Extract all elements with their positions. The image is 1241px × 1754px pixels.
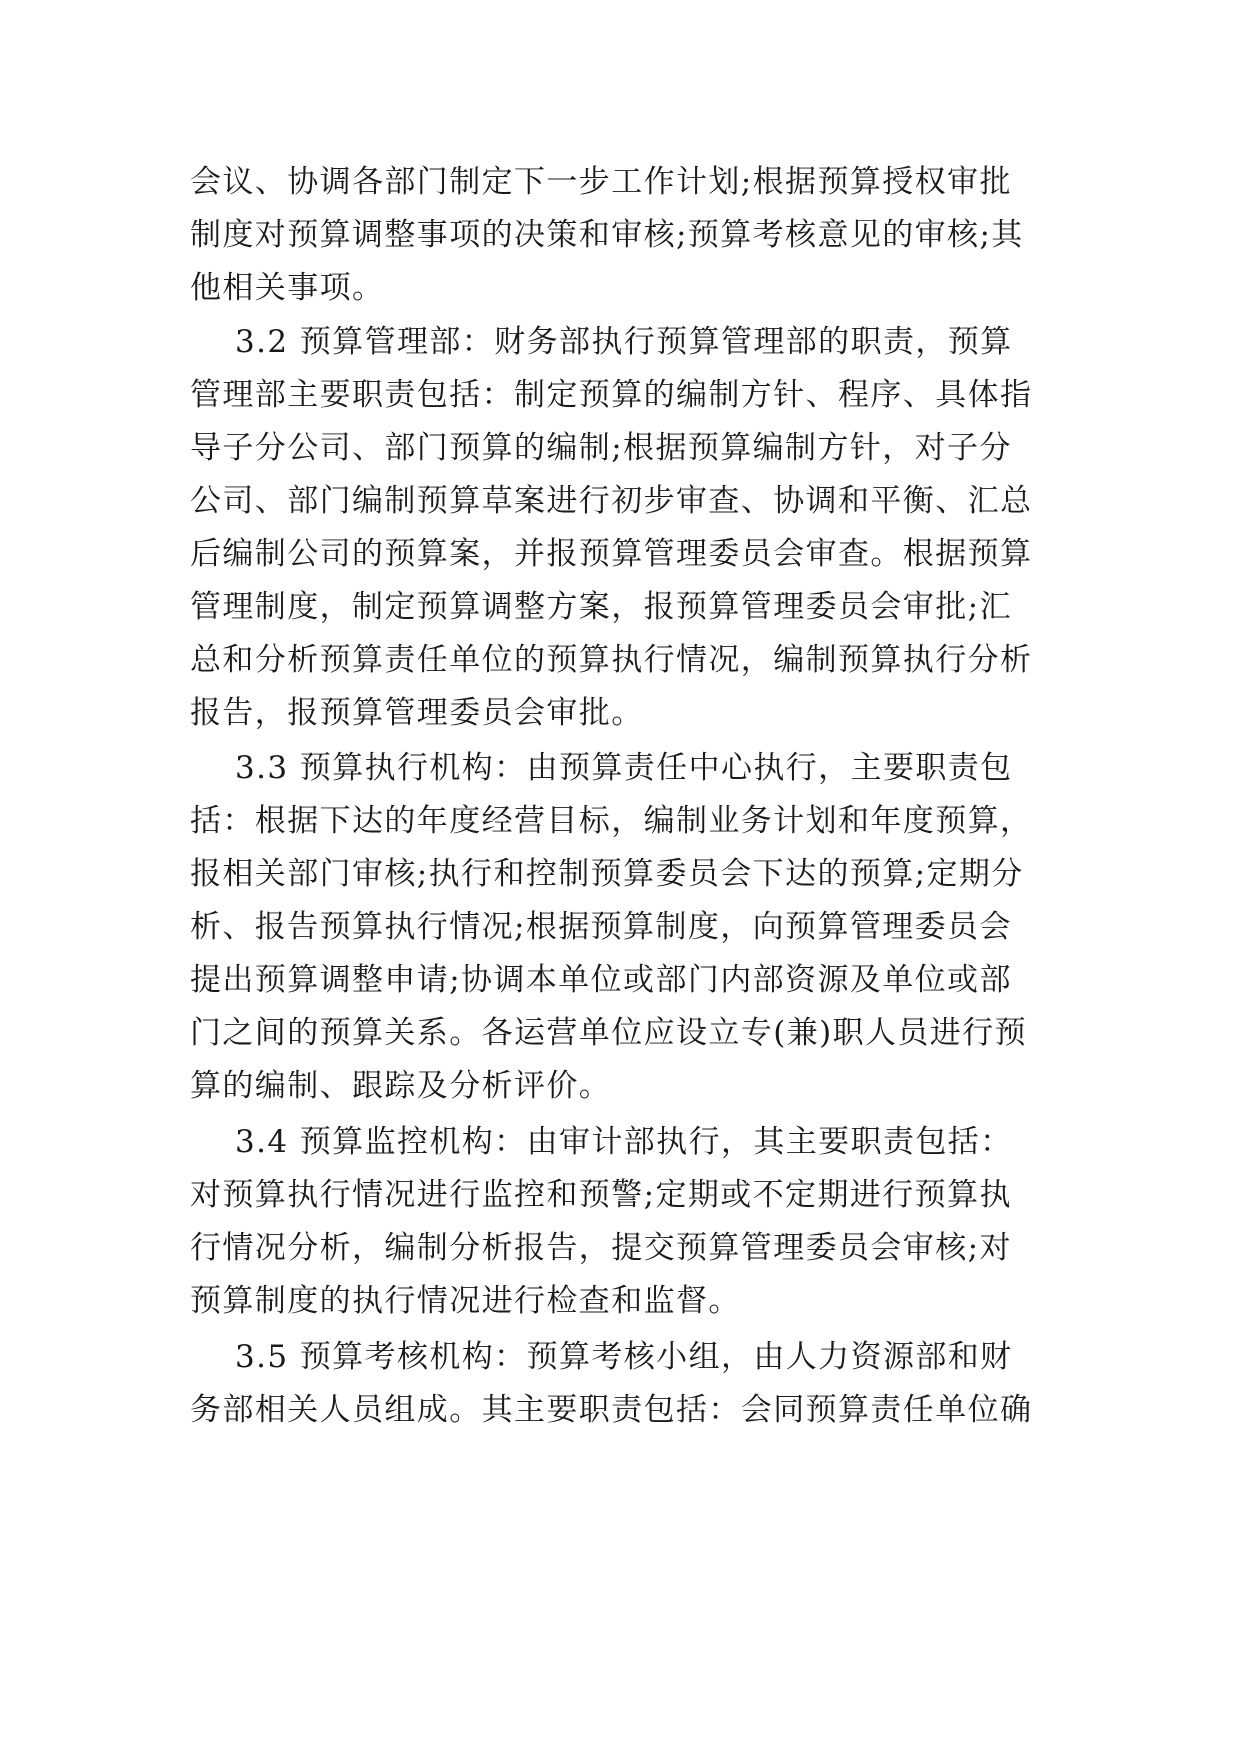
text-line: 提出预算调整申请;协调本单位或部门内部资源及单位或部 — [190, 962, 1012, 998]
text-line: 总和分析预算责任单位的预算执行情况，编制预算执行分析 — [190, 642, 1033, 678]
section-3-3-heading-line: 3.3 预算执行机构：由预算责任中心执行，主要职责包 — [190, 750, 1013, 786]
text-line: 析、报告预算执行情况;根据预算制度，向预算管理委员会 — [190, 909, 1012, 945]
text-line: 后编制公司的预算案，并报预算管理委员会审查。根据预算 — [190, 536, 1033, 572]
text-line: 括：根据下达的年度经营目标，编制业务计划和年度预算， — [190, 803, 1033, 839]
text-line: 报相关部门审核;执行和控制预算委员会下达的预算;定期分 — [190, 856, 1024, 892]
section-3-2-heading-line: 3.2 预算管理部：财务部执行预算管理部的职责，预算 — [190, 324, 1013, 360]
text-line: 对预算执行情况进行监控和预警;定期或不定期进行预算执 — [190, 1177, 1012, 1213]
section-3-5-heading-line: 3.5 预算考核机构：预算考核小组，由人力资源部和财 — [190, 1339, 1013, 1375]
text-line: 导子分公司、部门预算的编制;根据预算编制方针，对子分 — [190, 430, 1012, 466]
section-3-4-heading-line: 3.4 预算监控机构：由审计部执行，其主要职责包括： — [190, 1124, 1013, 1160]
text-line: 公司、部门编制预算草案进行初步审查、协调和平衡、汇总 — [190, 483, 1033, 519]
text-line: 算的编制、跟踪及分析评价。 — [190, 1068, 612, 1104]
text-line: 管理部主要职责包括：制定预算的编制方针、程序、具体指 — [190, 377, 1033, 413]
text-line: 行情况分析，编制分析报告，提交预算管理委员会审核;对 — [190, 1230, 1012, 1266]
text-line: 门之间的预算关系。各运营单位应设立专(兼)职人员进行预 — [190, 1015, 1027, 1051]
text-line: 制度对预算调整事项的决策和审核;预算考核意见的审核;其 — [190, 217, 1024, 253]
text-line: 会议、协调各部门制定下一步工作计划;根据预算授权审批 — [190, 164, 1012, 200]
text-line: 他相关事项。 — [190, 270, 385, 306]
text-line: 报告，报预算管理委员会审批。 — [190, 695, 644, 731]
text-line: 务部相关人员组成。其主要职责包括：会同预算责任单位确 — [190, 1392, 1033, 1428]
text-line: 预算制度的执行情况进行检查和监督。 — [190, 1283, 741, 1319]
text-line: 管理制度，制定预算调整方案，报预算管理委员会审批;汇 — [190, 589, 1012, 625]
